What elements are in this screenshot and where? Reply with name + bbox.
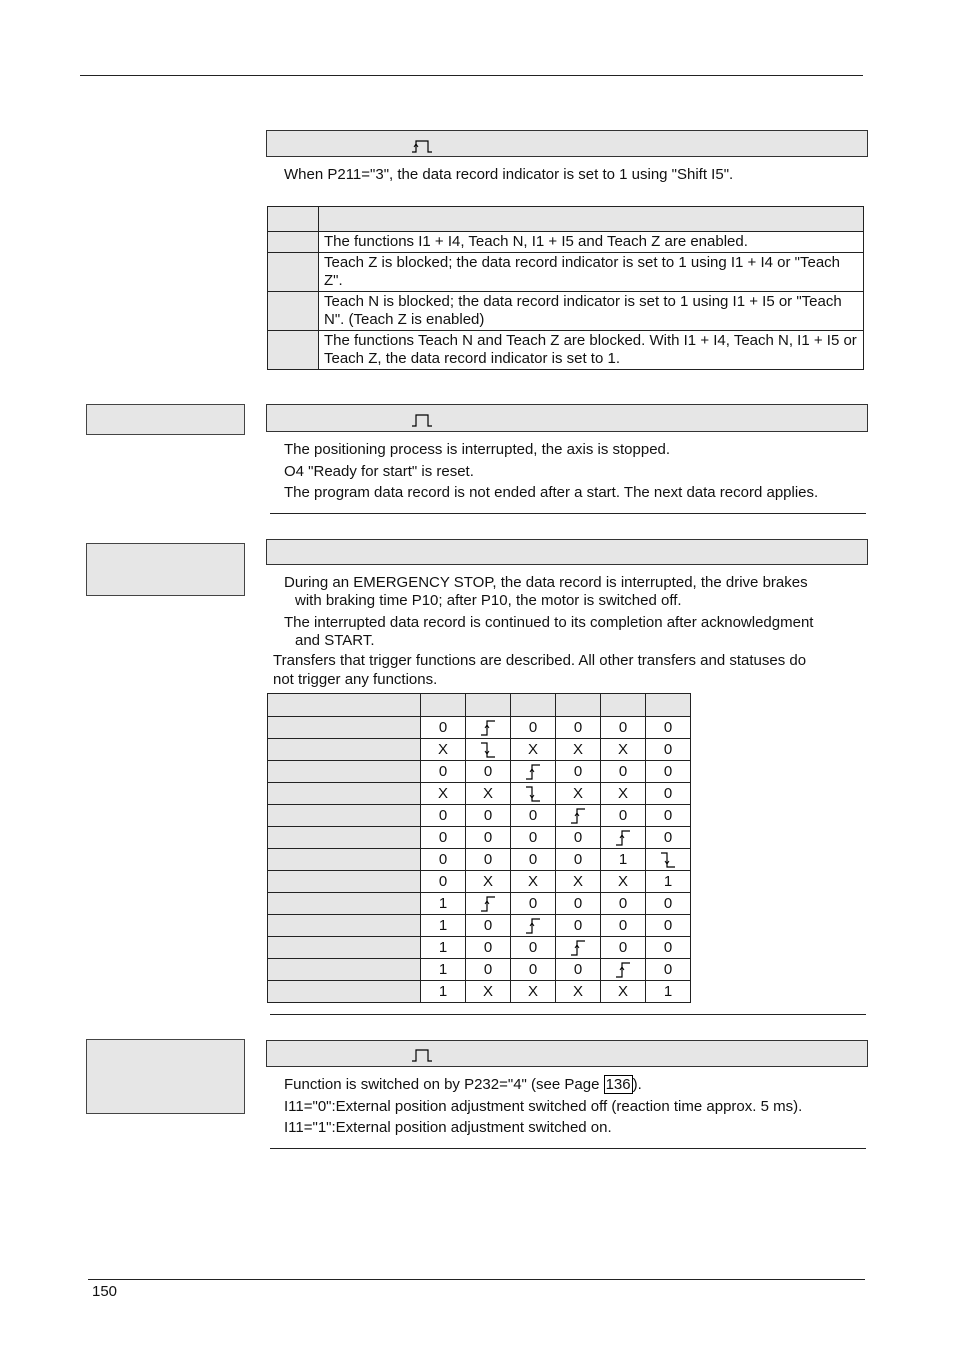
table-cell: 0 (556, 849, 601, 871)
section3-p1-cont: with braking time P10; after P10, the motor is switched off. (295, 592, 682, 609)
rising-edge-pulse-icon (411, 139, 433, 153)
section3-p1: During an EMERGENCY STOP, the data record is interrupted, the drive brakes (284, 574, 808, 591)
section4-header-bar (266, 1040, 868, 1067)
table-row (268, 717, 691, 739)
table-cell (511, 761, 556, 783)
section1-header-bar (266, 130, 868, 157)
section3-side-label (86, 543, 245, 596)
table-cell: 1 (421, 981, 466, 1003)
table-cell: 0 (421, 849, 466, 871)
table-cell: X (601, 871, 646, 893)
table-cell: 0 (511, 959, 556, 981)
table-cell: 0 (556, 761, 601, 783)
table-cell (466, 739, 511, 761)
section2-side-label (86, 404, 245, 435)
section3-p3: Transfers that trigger functions are described. All other transfers and statuses do (273, 652, 807, 669)
table-cell: X (601, 783, 646, 805)
table-cell: 0 (421, 761, 466, 783)
table-cell: 1 (421, 893, 466, 915)
table-cell: X (556, 739, 601, 761)
rising-edge-icon (524, 763, 542, 781)
table-cell: 0 (466, 761, 511, 783)
table-cell (556, 805, 601, 827)
table-header-row (268, 207, 864, 232)
table-cell: 0 (511, 827, 556, 849)
section3-p2: The interrupted data record is continued to its completion after acknowledgment (284, 614, 814, 631)
table-cell: 1 (646, 981, 691, 1003)
table-row (268, 827, 691, 849)
pulse-icon (411, 1048, 433, 1062)
table-cell: 0 (466, 827, 511, 849)
table-cell: X (556, 871, 601, 893)
table-cell: 0 (466, 805, 511, 827)
table-cell: X (556, 981, 601, 1003)
table-cell: 0 (601, 805, 646, 827)
table-cell: 0 (421, 827, 466, 849)
falling-edge-icon (479, 741, 497, 759)
table-cell: X (421, 783, 466, 805)
table-cell (511, 783, 556, 805)
table-cell: X (601, 739, 646, 761)
table-row (268, 981, 691, 1003)
table-cell: 0 (646, 893, 691, 915)
table-cell: 0 (511, 717, 556, 739)
table-header-row (268, 694, 691, 717)
table-cell: 0 (601, 937, 646, 959)
table-cell: 0 (646, 739, 691, 761)
rising-edge-icon (569, 939, 587, 957)
table-cell: 0 (601, 717, 646, 739)
table-cell: 0 (421, 871, 466, 893)
table-cell: 0 (421, 805, 466, 827)
table-row (268, 253, 864, 292)
table-cell (601, 827, 646, 849)
table-cell: 0 (646, 827, 691, 849)
transfer-truth-table (267, 693, 691, 1003)
table-cell: 0 (646, 915, 691, 937)
section4-end-rule (270, 1148, 866, 1149)
section4-line1-text: Function is switched on by P232="4" (see Page (284, 1076, 604, 1093)
table-cell: 0 (466, 849, 511, 871)
section2-line: The positioning process is interrupted, the axis is stopped. (284, 441, 671, 458)
section2-line: The program data record is not ended after a start. The next data record applies. (284, 484, 819, 501)
table-cell: 1 (421, 937, 466, 959)
table-cell (646, 849, 691, 871)
table-cell: 0 (646, 761, 691, 783)
table-cell: X (511, 739, 556, 761)
table-cell: Teach Z is blocked; the data record indicator is set to 1 using I1 + I4 or "Teach Z". (319, 253, 864, 292)
table-row (268, 937, 691, 959)
teach-function-table (267, 206, 864, 370)
table-cell: 0 (646, 959, 691, 981)
table-cell: 1 (421, 959, 466, 981)
table-cell: 1 (421, 915, 466, 937)
table-cell: 0 (601, 893, 646, 915)
section3-header-bar (266, 539, 868, 565)
section1-paragraph: When P211="3", the data record indicator is set to 1 using "Shift I5". (284, 166, 734, 183)
table-cell: 0 (556, 959, 601, 981)
table-cell: 0 (421, 717, 466, 739)
table-row (268, 292, 864, 331)
table-cell (511, 915, 556, 937)
pulse-icon (411, 413, 433, 427)
table-row (268, 805, 691, 827)
table-cell: 1 (646, 871, 691, 893)
section4-side-label (86, 1039, 245, 1114)
section2-end-rule (270, 513, 866, 514)
table-cell: X (466, 783, 511, 805)
rising-edge-icon (524, 917, 542, 935)
table-cell: 0 (511, 805, 556, 827)
table-cell: X (511, 871, 556, 893)
rising-edge-icon (614, 961, 632, 979)
table-cell: 0 (601, 915, 646, 937)
table-cell: 1 (601, 849, 646, 871)
table-cell: X (466, 981, 511, 1003)
table-row (268, 739, 691, 761)
section4-line1 (284, 1076, 642, 1094)
table-cell (466, 717, 511, 739)
table-row (268, 783, 691, 805)
table-cell: X (421, 739, 466, 761)
table-cell: The functions I1 + I4, Teach N, I1 + I5 and Teach Z are enabled. (319, 232, 864, 253)
table-cell: 0 (511, 893, 556, 915)
table-row (268, 893, 691, 915)
falling-edge-icon (524, 785, 542, 803)
table-row (268, 761, 691, 783)
table-cell: 0 (556, 893, 601, 915)
rising-edge-icon (479, 719, 497, 737)
table-cell: 0 (556, 915, 601, 937)
table-cell: 0 (511, 937, 556, 959)
table-row (268, 849, 691, 871)
table-cell: 0 (466, 937, 511, 959)
section2-line: O4 "Ready for start" is reset. (284, 463, 474, 480)
page-number: 150 (92, 1283, 118, 1300)
section3-p3-cont: not trigger any functions. (273, 671, 438, 688)
rising-edge-icon (614, 829, 632, 847)
rising-edge-icon (479, 895, 497, 913)
table-cell: 0 (646, 937, 691, 959)
falling-edge-icon (659, 851, 677, 869)
section2-header-bar (266, 404, 868, 432)
transfer-truth-table-body (268, 694, 691, 1003)
table-cell: 0 (466, 959, 511, 981)
table-cell (601, 959, 646, 981)
table-cell (556, 937, 601, 959)
section3-end-rule (270, 1014, 866, 1015)
table-cell: X (601, 981, 646, 1003)
table-cell: 0 (466, 915, 511, 937)
table-cell: Teach N is blocked; the data record indicator is set to 1 using I1 + I5 or "Teach N". (Teach Z is enabled) (319, 292, 864, 331)
table-cell: 0 (646, 717, 691, 739)
section3-p2-cont: and START. (295, 632, 375, 649)
rising-edge-icon (569, 807, 587, 825)
section4-line2: I11="0":External position adjustment switched off (reaction time approx. 5 ms). (284, 1098, 803, 1115)
page-link[interactable]: 136 (605, 1076, 631, 1093)
table-cell: X (511, 981, 556, 1003)
table-row (268, 331, 864, 370)
table-cell (466, 893, 511, 915)
table-cell: The functions Teach N and Teach Z are blocked. With I1 + I4, Teach N, I1 + I5 or Teach Z, the data record indicator is set to 1. (319, 331, 864, 370)
table-cell: 0 (601, 761, 646, 783)
section4-line3: I11="1":External position adjustment switched on. (284, 1119, 612, 1136)
table-cell: 0 (556, 717, 601, 739)
footer-rule (88, 1279, 865, 1280)
table-cell: X (466, 871, 511, 893)
table-cell: 0 (646, 805, 691, 827)
table-cell: 0 (511, 849, 556, 871)
table-cell: 0 (556, 827, 601, 849)
table-row (268, 232, 864, 253)
table-row (268, 915, 691, 937)
top-rule (80, 75, 863, 76)
table-row (268, 871, 691, 893)
table-cell: 0 (646, 783, 691, 805)
section4-line1-end: ). (632, 1076, 642, 1093)
table-row (268, 959, 691, 981)
table-cell: X (556, 783, 601, 805)
